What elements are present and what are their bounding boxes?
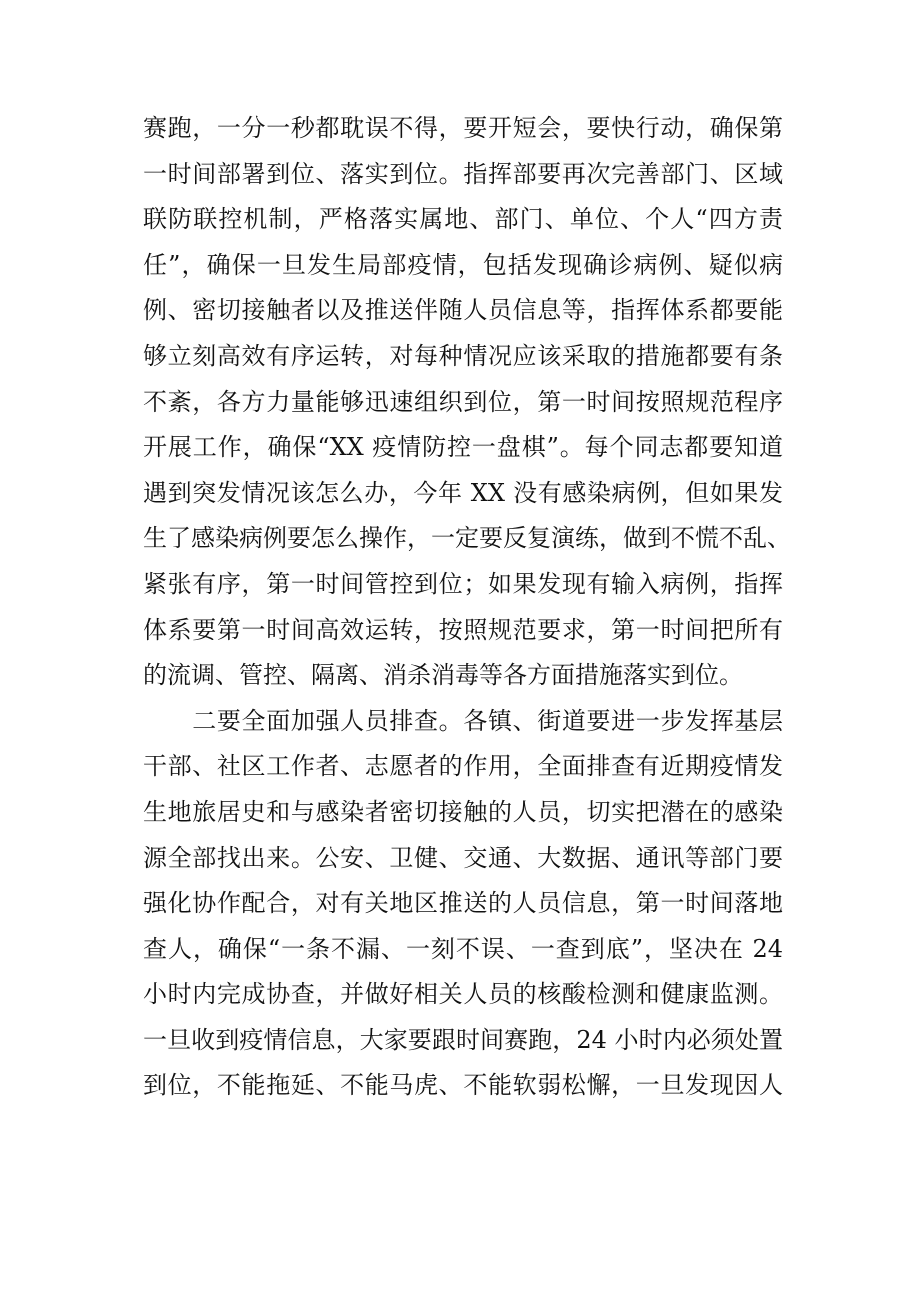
text-line: 小时内完成协查，并做好相关人员的核酸检测和健康监测。 <box>143 980 783 1009</box>
text-line: 到位，不能拖延、不能马虎、不能软弱松懈，一旦发现因人 <box>143 1071 783 1100</box>
text-line: 查人，确保“一条不漏、一刻不误、一查到底”，坚决在 24 <box>143 934 783 963</box>
text-line: 体系要第一时间高效运转，按照规范要求，第一时间把所有 <box>143 615 783 644</box>
text-line: 一时间部署到位、落实到位。指挥部要再次完善部门、区域 <box>143 159 783 188</box>
text-line: 够立刻高效有序运转，对每种情况应该采取的措施都要有条 <box>143 341 783 370</box>
text-line: 开展工作，确保“XX 疫情防控一盘棋”。每个同志都要知道 <box>143 433 783 462</box>
text-line: 赛跑，一分一秒都耽误不得，要开短会，要快行动，确保第 <box>143 114 783 142</box>
text-line: 不紊，各方力量能够迅速组织到位，第一时间按照规范程序 <box>143 387 783 416</box>
text-line: 一旦收到疫情信息，大家要跟时间赛跑，24 小时内必须处置 <box>143 1025 783 1054</box>
text-line: 源全部找出来。公安、卫健、交通、大数据、通讯等部门要 <box>143 843 783 872</box>
text-line: 联防联控机制，严格落实属地、部门、单位、个人“四方责 <box>143 205 783 234</box>
text-line: 紧张有序，第一时间管控到位；如果发现有输入病例，指挥 <box>143 569 783 598</box>
text-line: 生了感染病例要怎么操作，一定要反复演练，做到不慌不乱、 <box>143 524 791 553</box>
text-line: 生地旅居史和与感染者密切接触的人员，切实把潜在的感染 <box>143 797 783 826</box>
body-text <box>143 106 791 1109</box>
text-line: 强化协作配合，对有关地区推送的人员信息，第一时间落地 <box>143 889 783 918</box>
text-line: 任”，确保一旦发生局部疫情，包括发现确诊病例、疑似病 <box>143 250 783 279</box>
text-line: 二要全面加强人员排查。各镇、街道要进一步发挥基层 <box>143 706 783 735</box>
text-line: 的流调、管控、隔离、消杀消毒等各方面措施落实到位。 <box>143 661 743 690</box>
text-line: 例、密切接触者以及推送伴随人员信息等，指挥体系都要能 <box>143 296 783 325</box>
text-line: 干部、社区工作者、志愿者的作用，全面排查有近期疫情发 <box>143 752 783 781</box>
text-line: 遇到突发情况该怎么办，今年 XX 没有感染病例，但如果发 <box>143 478 783 507</box>
